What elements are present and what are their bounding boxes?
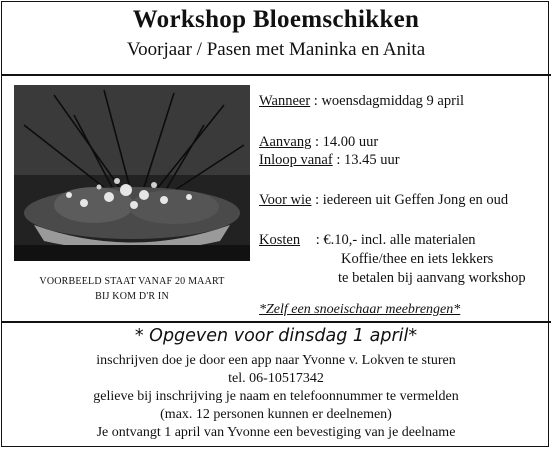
signup-line-2: tel. 06-10517342 xyxy=(228,371,324,386)
kosten-value-2: Koffie/thee en iets lekkers xyxy=(341,251,494,267)
signup-line-1: inschrijven doe je door een app naar Yvonne v. Lokven te sturen xyxy=(96,353,456,368)
kosten-value-3: te betalen bij aanvang workshop xyxy=(338,270,526,286)
kosten-row xyxy=(259,232,476,249)
inloop-label: Inloop vanaf xyxy=(259,152,333,168)
wanneer-value: : woensdagmiddag 9 april xyxy=(313,93,465,109)
workshop-subtitle: Voorjaar / Pasen met Maninka en Anita xyxy=(126,39,426,60)
photo-caption-line-1: VOORBEELD STAAT VANAF 20 MAART xyxy=(39,276,225,287)
signup-line-5: Je ontvangt 1 april van Yvonne een bevestiging van je deelname xyxy=(96,425,456,440)
wanneer-label: Wanneer xyxy=(259,93,311,109)
workshop-title: Workshop Bloemschikken xyxy=(132,6,420,33)
snoeischaar-note xyxy=(259,302,460,318)
snoeischaar-note-text: *Zelf een snoeischaar meebrengen* xyxy=(259,302,461,317)
signup-headline: * Opgeven voor dinsdag 1 april* xyxy=(134,326,418,346)
kosten-label: Kosten xyxy=(259,232,301,248)
inloop-row xyxy=(259,152,400,169)
inloop-value: : 13.45 uur xyxy=(336,152,400,168)
divider-top xyxy=(1,74,551,76)
signup-line-4: (max. 12 personen kunnen er deelnemen) xyxy=(160,407,392,422)
voor-wie-value: : iedereen uit Geffen Jong en oud xyxy=(315,192,509,208)
divider-bottom xyxy=(1,321,551,323)
aanvang-row xyxy=(259,134,378,151)
wanneer-row xyxy=(259,93,464,110)
flower-arrangement-photo xyxy=(14,85,250,261)
signup-line-3: gelieve bij inschrijving je naam en telefoonnummer te vermelden xyxy=(93,389,459,404)
photo-caption-line-2: BIJ KOM D'R IN xyxy=(95,291,169,302)
aanvang-label: Aanvang xyxy=(259,134,312,150)
kosten-value-1: : €.10,- incl. alle materialen xyxy=(315,232,476,248)
aanvang-value: : 14.00 uur xyxy=(314,134,379,150)
photo-caption xyxy=(14,274,250,304)
voor-wie-row xyxy=(259,192,508,209)
voor-wie-label: Voor wie xyxy=(259,192,312,208)
